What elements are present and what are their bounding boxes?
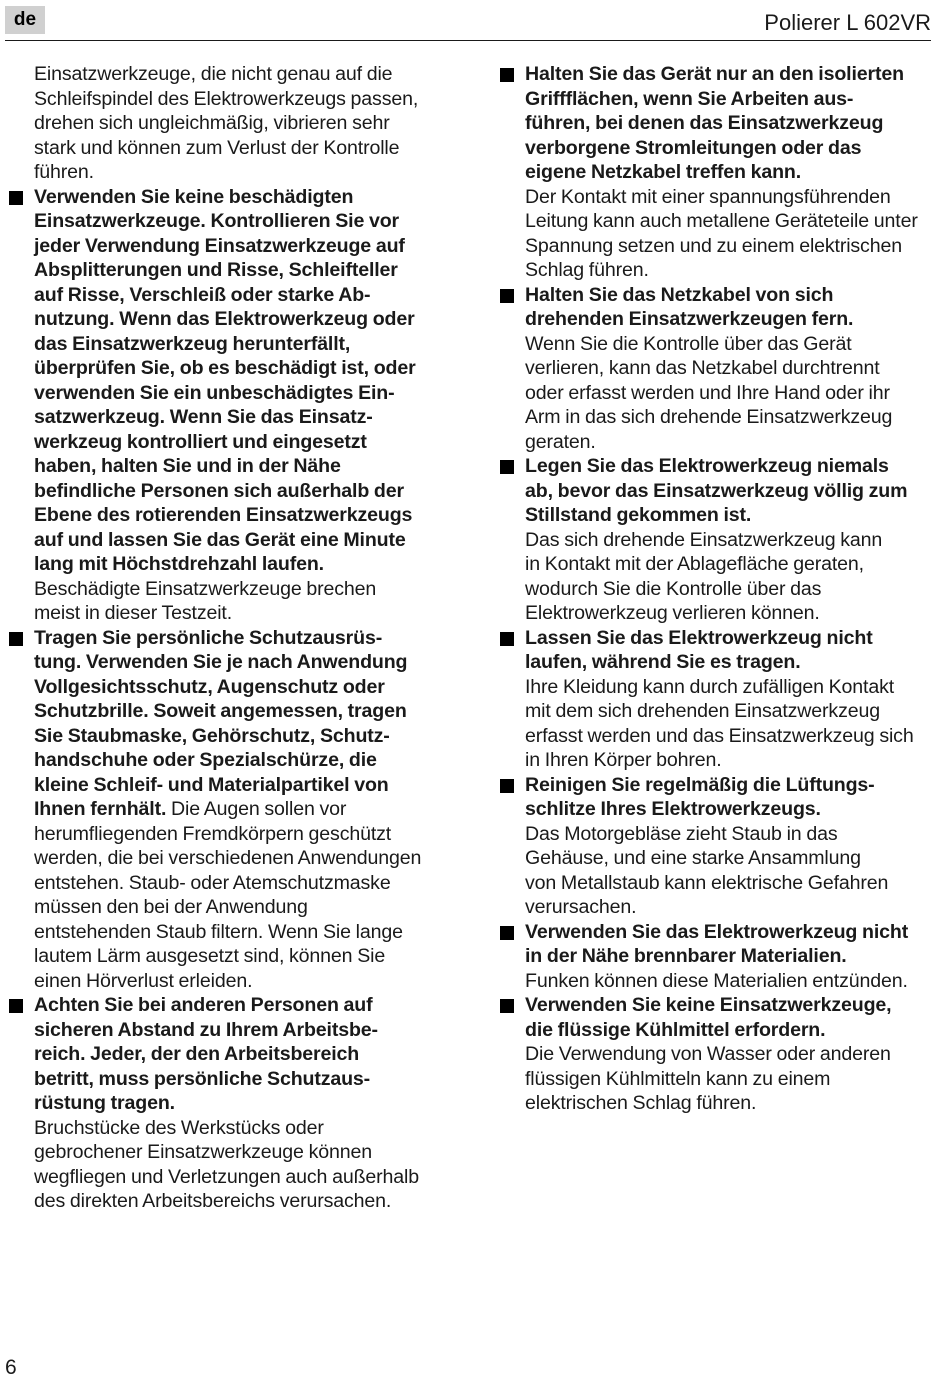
safety-item-protective-equipment [34, 626, 444, 994]
safety-item-power-cord [525, 283, 940, 455]
bold-line: führen, bei denen das Einsatzwerkzeug [525, 112, 884, 134]
bold-line: Stillstand gekommen ist. [525, 504, 752, 526]
bold-line: lang mit Höchstdrehzahl laufen. [34, 553, 324, 575]
normal-fragment: Die Augen sollen vor [166, 798, 347, 820]
text-line: Ihre Kleidung kann durch zufälligen Kontakt [525, 675, 895, 698]
text-line: geraten. [525, 430, 596, 453]
intro-paragraph [34, 62, 444, 185]
bold-line: Lassen Sie das Elektrowerkzeug nicht [525, 626, 873, 649]
text-line: Wenn Sie die Kontrolle über das Gerät [525, 332, 852, 355]
text-line: erfasst werden und das Einsatzwerkzeug sich [525, 724, 914, 747]
bold-line: eigene Netzkabel treffen kann. [525, 161, 802, 183]
bold-line: Halten Sie das Gerät nur an den isolierten [525, 63, 904, 85]
bullet-square-icon [500, 68, 514, 82]
safety-item-coolants [525, 993, 940, 1116]
bold-line: verborgene Stromleitungen oder das [525, 136, 862, 159]
text-line: Schlag führen. [525, 259, 649, 281]
text-line: wegfliegen und Verletzungen auch außerhalb [34, 1165, 419, 1188]
bold-line: tung. Verwenden Sie je nach Anwendung [34, 651, 408, 673]
bold-line: befindliche Personen sich außerhalb der [34, 479, 404, 502]
text-line: Spannung setzen und zu einem elektrischen [525, 234, 902, 257]
page-header [0, 0, 950, 42]
text-line: meist in dieser Testzeit. [34, 602, 233, 624]
safety-item-safe-distance [34, 993, 444, 1214]
safety-item-damaged-tools [34, 185, 444, 626]
bold-line: Verwenden Sie keine beschädigten [34, 185, 354, 208]
text-line: drehen sich ungleichmäßig, vibrieren sehr [34, 112, 390, 134]
text-line: wodurch Sie die Kontrolle über das [525, 577, 822, 600]
bullet-square-icon [500, 999, 514, 1013]
bold-line: kleine Schleif- und Materialpartikel von [34, 773, 389, 796]
text-line: Gehäuse, und eine starke Ansammlung [525, 847, 861, 869]
bold-line: satzwerkzeug. Wenn Sie das Einsatz- [34, 406, 373, 428]
text-line: einen Hörverlust erleiden. [34, 969, 253, 992]
bold-line: betritt, muss persönliche Schutzaus- [34, 1067, 371, 1090]
safety-item-standstill [525, 454, 940, 626]
bold-line: Tragen Sie persönliche Schutzausrüs- [34, 626, 383, 649]
text-line: müssen den bei der Anwendung [34, 896, 308, 918]
mixed-line [34, 797, 444, 822]
bold-line: haben, halten Sie und in der Nähe [34, 455, 341, 477]
text-line: Beschädigte Einsatzwerkzeuge brechen [34, 577, 377, 600]
text-line: Funken können diese Materialien entzünden. [525, 969, 908, 992]
safety-item-carrying [525, 626, 940, 773]
text-line: stark und können zum Verlust der Kontrolle [34, 136, 400, 159]
bold-line: Einsatzwerkzeuge. Kontrollieren Sie vor [34, 210, 400, 232]
text-line: Das sich drehende Einsatzwerkzeug kann [525, 528, 883, 551]
bold-line: Verwenden Sie keine Einsatzwerkzeuge, [525, 994, 892, 1016]
bold-line: Sie Staubmaske, Gehörschutz, Schutz- [34, 724, 390, 747]
bold-line: Ebene des rotierenden Einsatzwerkzeugs [34, 504, 413, 526]
bold-line: auf Risse, Verschleiß oder starke Ab- [34, 283, 371, 306]
bold-line: werkzeug kontrolliert und eingesetzt [34, 430, 367, 453]
text-line: Die Verwendung von Wasser oder anderen [525, 1043, 891, 1065]
text-line: entstehen. Staub- oder Atemschutzmaske [34, 871, 391, 894]
header-divider [5, 40, 931, 41]
bold-line: handschuhe oder Spezialschürze, die [34, 749, 377, 771]
safety-item-insulated-grip [525, 62, 940, 283]
text-line: verlieren, kann das Netzkabel durchtrennt [525, 357, 880, 379]
bold-line: in der Nähe brennbarer Materialien. [525, 945, 847, 967]
bold-line: Schutzbrille. Soweit angemessen, tragen [34, 700, 407, 722]
bold-line: Absplitterungen und Risse, Schleifteller [34, 259, 398, 281]
text-line: gebrochener Einsatzwerkzeuge können [34, 1141, 372, 1163]
bold-line: sicheren Abstand zu Ihrem Arbeitsbe- [34, 1018, 378, 1041]
text-line: entstehenden Staub filtern. Wenn Sie lange [34, 920, 403, 943]
text-line: werden, die bei verschiedenen Anwendungen [34, 847, 422, 869]
text-line: lautem Lärm ausgesetzt sind, können Sie [34, 945, 386, 967]
safety-item-ventilation [525, 773, 940, 920]
bullet-square-icon [500, 289, 514, 303]
bullet-square-icon [9, 999, 23, 1013]
bold-line: rüstung tragen. [34, 1092, 175, 1114]
document-title: Polierer L 602VR [764, 10, 931, 35]
bullet-square-icon [500, 779, 514, 793]
text-line: verursachen. [525, 896, 637, 918]
bold-line: auf und lassen Sie das Gerät eine Minute [34, 528, 406, 551]
bold-line: Halten Sie das Netzkabel von sich [525, 283, 834, 306]
bold-line: schlitze Ihres Elektrowerkzeugs. [525, 798, 821, 820]
text-line: von Metallstaub kann elektrische Gefahren [525, 871, 889, 894]
text-line: Schleifspindel des Elektrowerkzeugs passen, [34, 87, 419, 110]
bold-line: ab, bevor das Einsatzwerkzeug völlig zum [525, 479, 908, 502]
bold-line: laufen, während Sie es tragen. [525, 651, 801, 673]
text-line: oder erfasst werden und Ihre Hand oder ihr [525, 381, 890, 404]
bold-line: drehenden Einsatzwerkzeugen fern. [525, 308, 854, 330]
text-line: des direkten Arbeitsbereichs verursachen. [34, 1190, 392, 1212]
language-badge: de [5, 6, 45, 34]
text-line: Elektrowerkzeug verlieren können. [525, 602, 820, 624]
bullet-square-icon [500, 632, 514, 646]
bold-line: Vollgesichtsschutz, Augenschutz oder [34, 675, 385, 698]
bold-line: reich. Jeder, der den Arbeitsbereich [34, 1043, 360, 1065]
bold-line: die flüssige Kühlmittel erfordern. [525, 1018, 826, 1041]
bullet-square-icon [9, 632, 23, 646]
text-line: in Kontakt mit der Ablagefläche geraten, [525, 553, 864, 575]
bold-line: das Einsatzwerkzeug herunterfällt, [34, 332, 351, 355]
text-line: flüssigen Kühlmitteln kann zu einem [525, 1067, 831, 1090]
safety-item-flammable [525, 920, 940, 994]
text-line: Das Motorgebläse zieht Staub in das [525, 822, 838, 845]
text-line: Der Kontakt mit einer spannungsführenden [525, 185, 891, 208]
bold-fragment: Ihnen fernhält. [34, 798, 167, 820]
text-line: elektrischen Schlag führen. [525, 1092, 757, 1114]
right-column [525, 62, 940, 1116]
left-column [34, 62, 444, 1214]
text-line: mit dem sich drehenden Einsatzwerkzeug [525, 700, 880, 722]
page-number: 6 [5, 1356, 17, 1379]
bold-line: Achten Sie bei anderen Personen auf [34, 994, 373, 1016]
text-line: herumfliegenden Fremdkörpern geschützt [34, 822, 392, 845]
bullet-square-icon [500, 926, 514, 940]
bullet-square-icon [9, 191, 23, 205]
bold-line: nutzung. Wenn das Elektrowerkzeug oder [34, 308, 415, 330]
text-line: Leitung kann auch metallene Geräteteile unter [525, 210, 918, 232]
text-line: Bruchstücke des Werkstücks oder [34, 1116, 324, 1139]
bold-line: Verwenden Sie das Elektrowerkzeug nicht [525, 920, 909, 943]
bold-line: überprüfen Sie, ob es beschädigt ist, oder [34, 357, 416, 379]
bold-line: Legen Sie das Elektrowerkzeug niemals [525, 455, 889, 477]
bold-line: Griffflächen, wenn Sie Arbeiten aus- [525, 87, 854, 110]
text-line: Einsatzwerkzeuge, die nicht genau auf die [34, 63, 393, 85]
bullet-square-icon [500, 460, 514, 474]
text-line: führen. [34, 161, 94, 183]
text-line: in Ihren Körper bohren. [525, 749, 722, 771]
text-line: Arm in das sich drehende Einsatzwerkzeug [525, 406, 893, 428]
bold-line: verwenden Sie ein unbeschädigtes Ein- [34, 381, 395, 404]
bold-line: jeder Verwendung Einsatzwerkzeuge auf [34, 234, 405, 257]
bold-line: Reinigen Sie regelmäßig die Lüftungs- [525, 773, 875, 796]
